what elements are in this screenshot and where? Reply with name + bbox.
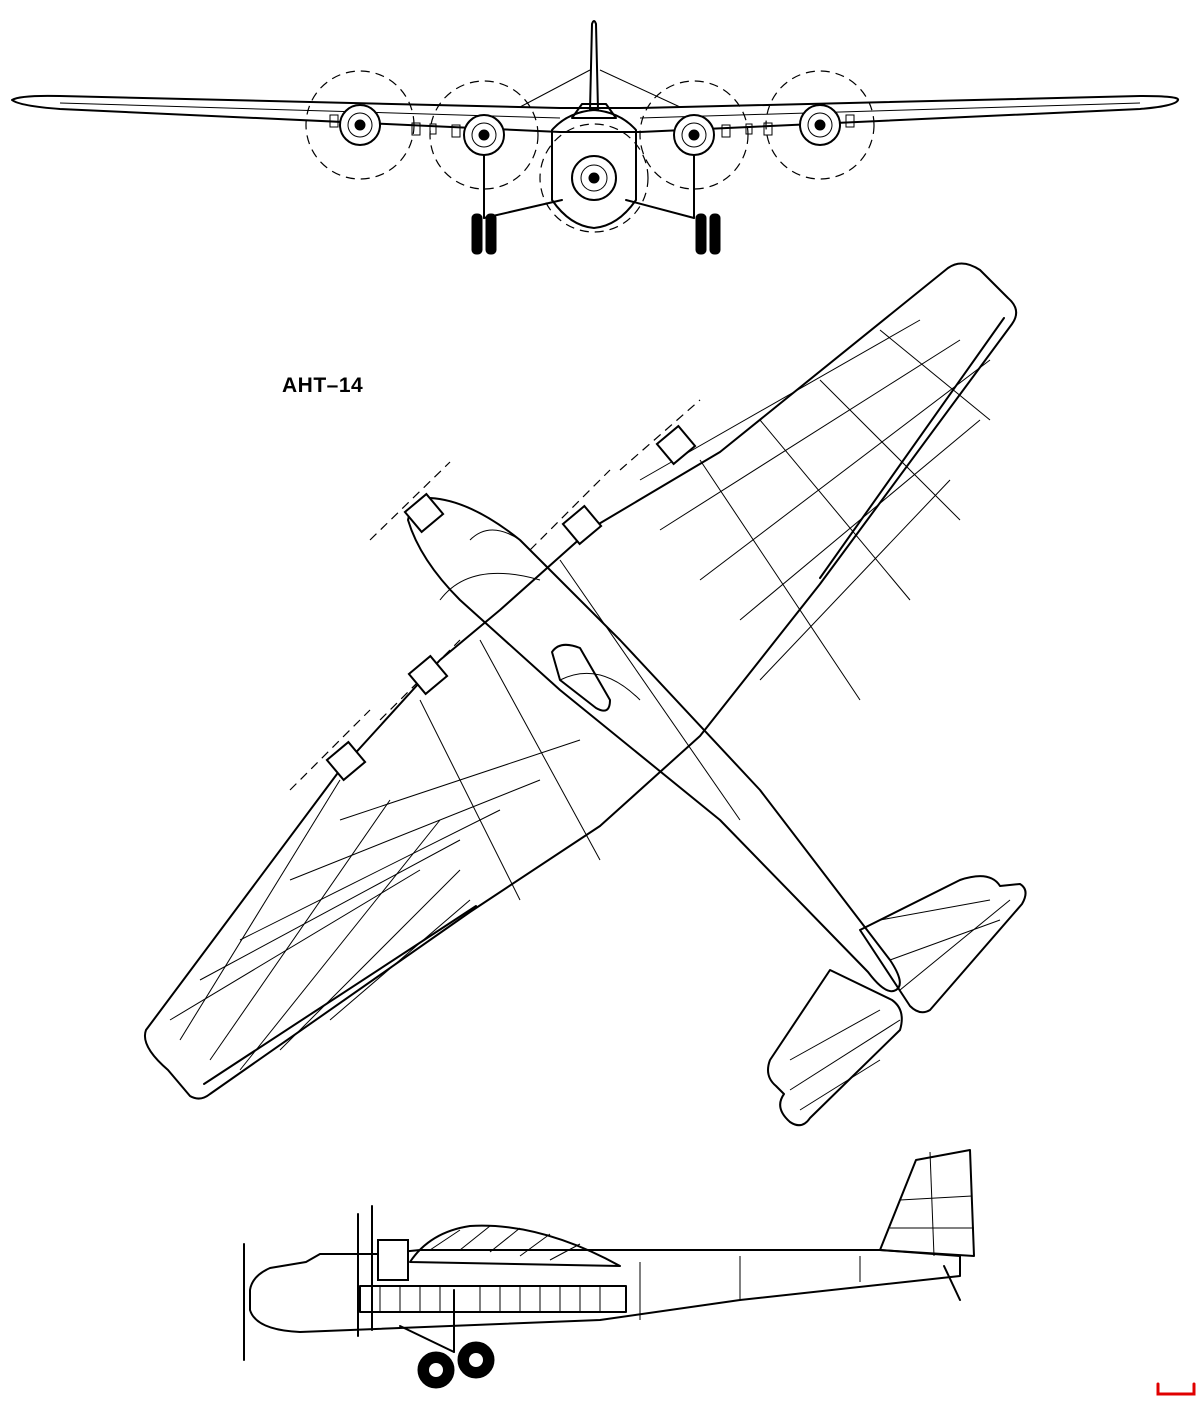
top-engine-4 <box>380 640 460 720</box>
side-propellers <box>244 1206 408 1360</box>
front-wing <box>12 96 1178 132</box>
top-fuselage <box>408 498 900 991</box>
top-cockpit-canopy <box>552 645 610 711</box>
top-engine-2 <box>530 470 610 550</box>
top-horizontal-tail <box>860 876 1026 1012</box>
top-view <box>145 263 1026 1125</box>
corner-mark <box>1158 1384 1194 1394</box>
top-wing <box>145 263 1016 1098</box>
side-view <box>244 1150 974 1388</box>
side-fuselage <box>250 1250 960 1332</box>
front-engine-4 <box>674 115 714 155</box>
front-engine-2 <box>464 115 504 155</box>
top-engine-3 <box>620 400 700 470</box>
front-engine-5 <box>800 105 840 145</box>
front-engine-1 <box>340 105 380 145</box>
front-view <box>12 21 1178 254</box>
front-fin <box>590 21 598 110</box>
front-engine-3 <box>572 156 616 200</box>
side-tail-fin <box>880 1150 974 1256</box>
aircraft-designation-label: АНТ–14 <box>282 374 364 397</box>
